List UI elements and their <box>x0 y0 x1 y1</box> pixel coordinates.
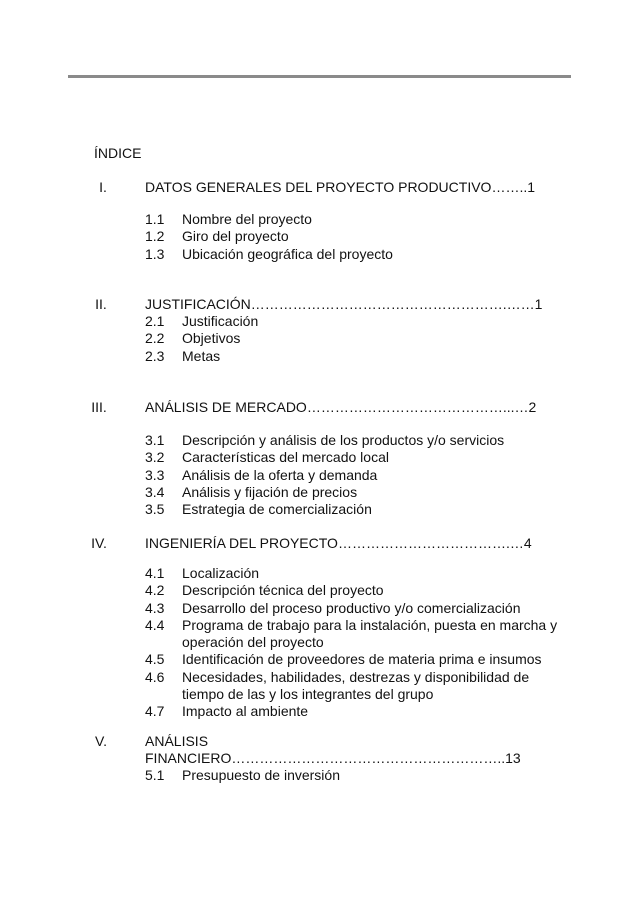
subsection-title: Ubicación geográfica del proyecto <box>182 245 393 262</box>
subsection-item <box>145 617 565 652</box>
subsection-item <box>145 582 565 599</box>
subsection-item <box>145 228 565 245</box>
header-rule <box>68 75 571 78</box>
subsection-item <box>145 330 565 347</box>
subsection-item <box>145 651 565 668</box>
subsection-number: 4.5 <box>145 651 165 668</box>
subsection-item <box>145 467 565 484</box>
subsection-number: 2.1 <box>145 313 165 329</box>
subsection-number: 4.1 <box>145 565 165 581</box>
subsection-number: 2.2 <box>145 330 165 347</box>
subsection-item <box>145 501 565 518</box>
subsection-item <box>145 600 565 617</box>
subsection-number: 2.3 <box>145 347 165 364</box>
subsection-number: 3.1 <box>145 432 165 448</box>
subsection-item <box>145 703 565 720</box>
subsection-title: Localización <box>182 565 260 581</box>
subsection-number: 4.6 <box>145 668 165 685</box>
subsection-number: 3.2 <box>145 449 165 466</box>
subsection-title: Estrategia de comercialización <box>182 501 372 518</box>
subsection-list <box>145 565 565 721</box>
subsection-number: 3.5 <box>145 501 165 518</box>
subsection-number: 4.7 <box>145 703 165 720</box>
subsection-list <box>145 432 565 518</box>
subsection-number: 5.1 <box>145 767 165 783</box>
subsection-number: 4.3 <box>145 599 165 616</box>
section-number: II. <box>95 296 107 312</box>
subsection-title: Metas <box>182 347 221 364</box>
section-heading: INGENIERÍA DEL PROYECTO……………………………….…4 <box>145 535 532 551</box>
subsection-number: 4.2 <box>145 582 165 599</box>
subsection-item <box>145 348 565 365</box>
subsection-title: Análisis de la oferta y demanda <box>182 466 378 483</box>
section-heading: ANÁLISIS <box>145 733 209 749</box>
section-number: IV. <box>91 535 107 551</box>
subsection-item <box>145 669 565 704</box>
subsection-item <box>145 211 565 228</box>
subsection-title: Descripción y análisis de los productos y/o servicios <box>182 432 505 448</box>
subsection-list <box>145 211 565 263</box>
section-heading: DATOS GENERALES DEL PROYECTO PRODUCTIVO……..1 <box>145 179 536 195</box>
index-title: ÍNDICE <box>94 145 142 161</box>
section-number: I. <box>99 179 107 195</box>
subsection-number: 1.3 <box>145 245 165 262</box>
section-number: V. <box>95 733 107 749</box>
subsection-item <box>145 246 565 263</box>
subsection-number: 4.4 <box>145 616 165 633</box>
section-number: III. <box>91 399 107 415</box>
subsection-title: Nombre del proyecto <box>182 211 312 227</box>
section-heading: JUSTIFICACIÓN……………………………………………….……1 <box>145 296 543 312</box>
subsection-item <box>145 484 565 501</box>
subsection-title: Necesidades, habilidades, destrezas y disponibilidad de tiempo de las y los integrantes del grupo <box>182 668 530 703</box>
subsection-item <box>145 767 565 784</box>
subsection-title: Presupuesto de inversión <box>182 767 340 783</box>
subsection-item <box>145 449 565 466</box>
subsection-title: Objetivos <box>182 330 241 347</box>
section-heading: ANÁLISIS DE MERCADO……………………………………...…2 <box>145 399 537 415</box>
subsection-title: Características del mercado local <box>182 449 389 466</box>
subsection-title: Giro del proyecto <box>182 228 289 245</box>
subsection-number: 3.4 <box>145 483 165 500</box>
subsection-title: Análisis y fijación de precios <box>182 483 358 500</box>
subsection-title: Desarrollo del proceso productivo y/o comercialización <box>182 599 521 616</box>
subsection-item <box>145 565 565 582</box>
subsection-item <box>145 313 565 330</box>
section-heading-continued: FINANCIERO…………………………………………………..13 <box>145 750 521 766</box>
subsection-number: 1.1 <box>145 211 165 227</box>
subsection-number: 1.2 <box>145 228 165 245</box>
subsection-list <box>145 767 565 784</box>
subsection-title: Justificación <box>182 313 259 329</box>
subsection-list <box>145 313 565 365</box>
subsection-title: Descripción técnica del proyecto <box>182 582 384 599</box>
subsection-title: Programa de trabajo para la instalación, puesta en marcha y operación del proyecto <box>182 616 558 651</box>
subsection-title: Identificación de proveedores de materia prima e insumos <box>182 651 542 668</box>
subsection-item <box>145 432 565 449</box>
subsection-number: 3.3 <box>145 466 165 483</box>
subsection-title: Impacto al ambiente <box>182 703 309 720</box>
